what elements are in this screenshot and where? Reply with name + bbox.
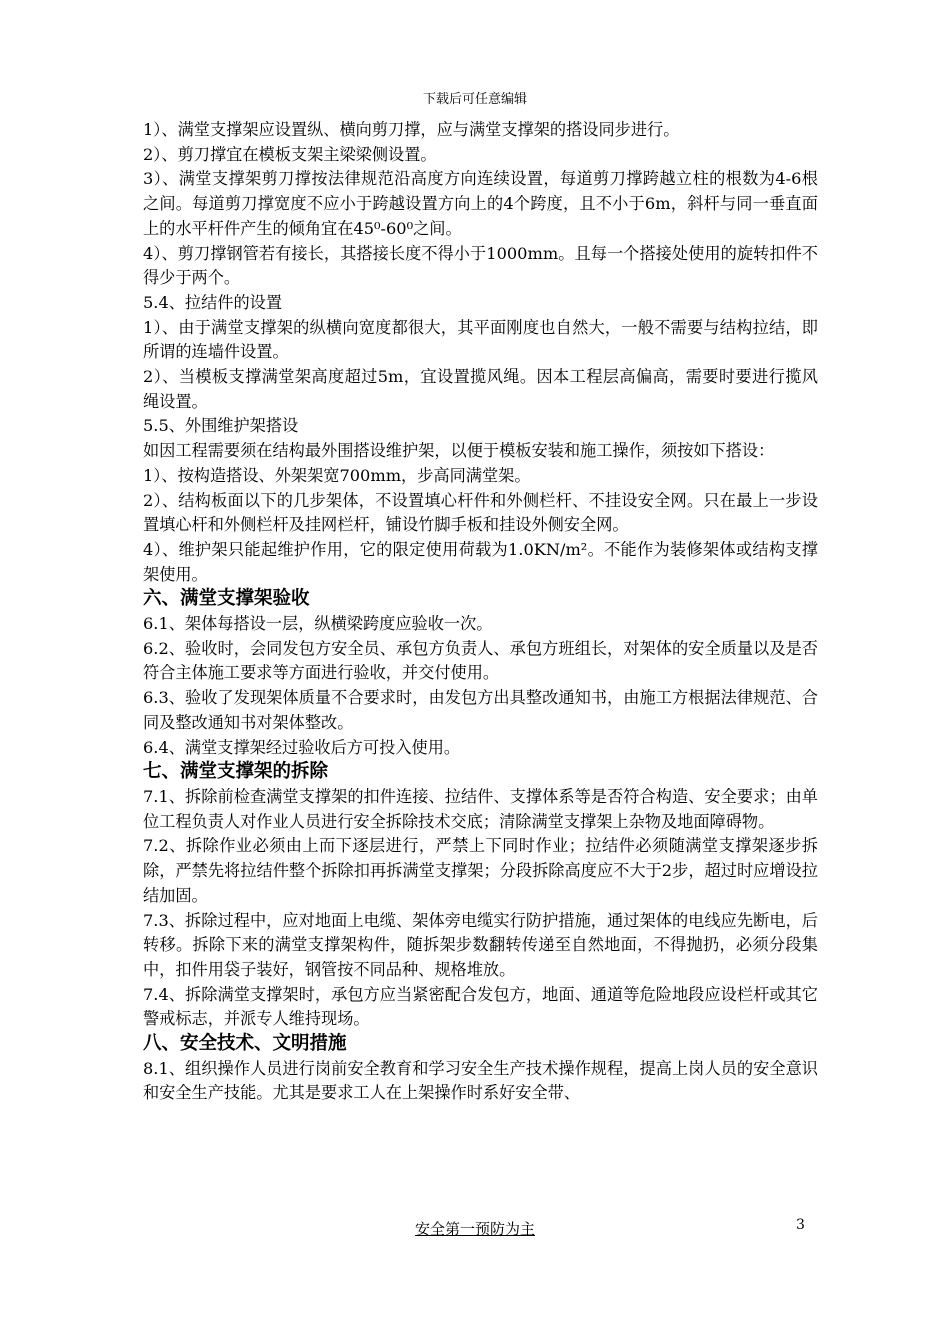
paragraph: 1）、按构造搭设、外架架宽700mm，步高同满堂架。 [143, 465, 531, 485]
paragraph: 5.5、外围维护架搭设 [143, 416, 299, 436]
paragraph: 6.4、满堂支撑架经过验收后方可投入使用。 [143, 737, 461, 757]
paragraph: 2）、结构板面以下的几步架体，不设置填心杆件和外侧栏杆、不挂设安全网。只在最上一步设置填心杆和外侧栏杆及挂网栏杆，铺设竹脚手板和挂设外侧安全网。 [143, 490, 818, 535]
paragraph: 2）、当模板支撑满堂架高度超过5m，宜设置揽风绳。因本工程层高偏高，需要时要进行揽风绳设置。 [143, 367, 818, 411]
paragraph: 4）、维护架只能起维护作用，它的限定使用荷载为1.0KN/m²。不能作为装修架体或结构支撑架使用。 [143, 539, 818, 584]
paragraph: 2）、剪刀撑宜在模板支架主梁梁侧设置。 [143, 144, 437, 164]
section-heading: 七、满堂支撑架的拆除 [143, 761, 329, 783]
paragraph: 如因工程需要须在结构最外围搭设维护架，以便于模板安装和施工操作，须按如下搭设： [143, 441, 775, 461]
paragraph: 7.3、拆除过程中，应对地面上电缆、架体旁电缆实行防护措施，通过架体的电线应先断电，后转移。拆除下来的满堂支撑架构件，随拆架步数翻转传递至自然地面，不得抛扔，必须分段集中，扣件用袋子装好，钢管按不同品种、规格堆放。 [143, 910, 818, 979]
paragraph: 7.1、拆除前检查满堂支撑架的扣件连接、拉结件、支撑体系等是否符合构造、安全要求；由单位工程负责人对作业人员进行安全拆除技术交底；清除满堂支撑架上杂物及地面障碍物。 [143, 786, 818, 831]
paragraph: 3）、满堂支撑架剪刀撑按法律规范沿高度方向连续设置，每道剪刀撑跨越立柱的根数为4-6根之间。每道剪刀撑宽度不应小于跨越设置方向上的4个跨度，且不小于6m，斜杆与同一垂直面上的水平杆件产生的倾角宜在45⁰-60⁰之间。 [143, 169, 818, 238]
paragraph: 4）、剪刀撑钢管若有接长，其搭接长度不得小于1000mm。且每一个搭接处使用的旋转扣件不得少于两个。 [143, 243, 818, 288]
paragraph: 5.4、拉结件的设置 [143, 292, 283, 312]
page-header: 下载后可任意编辑 [422, 92, 527, 107]
paragraph: 8.1、组织操作人员进行岗前安全教育和学习安全生产技术操作规程，提高上岗人员的安全意识和安全生产技能。尤其是要求工人在上架操作时系好安全带、 [143, 1058, 818, 1103]
paragraph: 6.3、验收了发现架体质量不合要求时，由发包方出具整改通知书，由施工方根据法律规范、合同及整改通知书对架体整改。 [143, 688, 818, 732]
section-heading: 六、满堂支撑架验收 [143, 588, 310, 610]
page-number: 3 [796, 1217, 805, 1233]
paragraph: 7.2、拆除作业必须由上而下逐层进行，严禁上下同时作业；拉结件必须随满堂支撑架逐步拆除，严禁先将拉结件整个拆除扣再拆满堂支撑架；分段拆除高度应不大于2步，超过时应增设拉结加固。 [143, 836, 818, 905]
paragraph: 1）、满堂支撑架应设置纵、横向剪刀撑，应与满堂支撑架的搭设同步进行。 [143, 120, 680, 139]
paragraph: 7.4、拆除满堂支撑架时，承包方应当紧密配合发包方，地面、通道等危险地段应设栏杆或其它警戒标志，并派专人维持现场。 [143, 984, 818, 1029]
footer-slogan: 安全第一预防为主 [414, 1220, 535, 1238]
paragraph: 1）、由于满堂支撑架的纵横向宽度都很大，其平面刚度也自然大，一般不需要与结构拉结，即所谓的连墙件设置。 [143, 317, 818, 362]
section-heading: 八、安全技术、文明措施 [143, 1033, 347, 1055]
paragraph: 6.1、架体每搭设一层，纵横梁跨度应验收一次。 [143, 614, 493, 634]
document-body [143, 118, 818, 1106]
paragraph: 6.2、验收时，会同发包方安全员、承包方负责人、承包方班组长，对架体的安全质量以及是否符合主体施工要求等方面进行验收，并交付使用。 [143, 638, 818, 683]
